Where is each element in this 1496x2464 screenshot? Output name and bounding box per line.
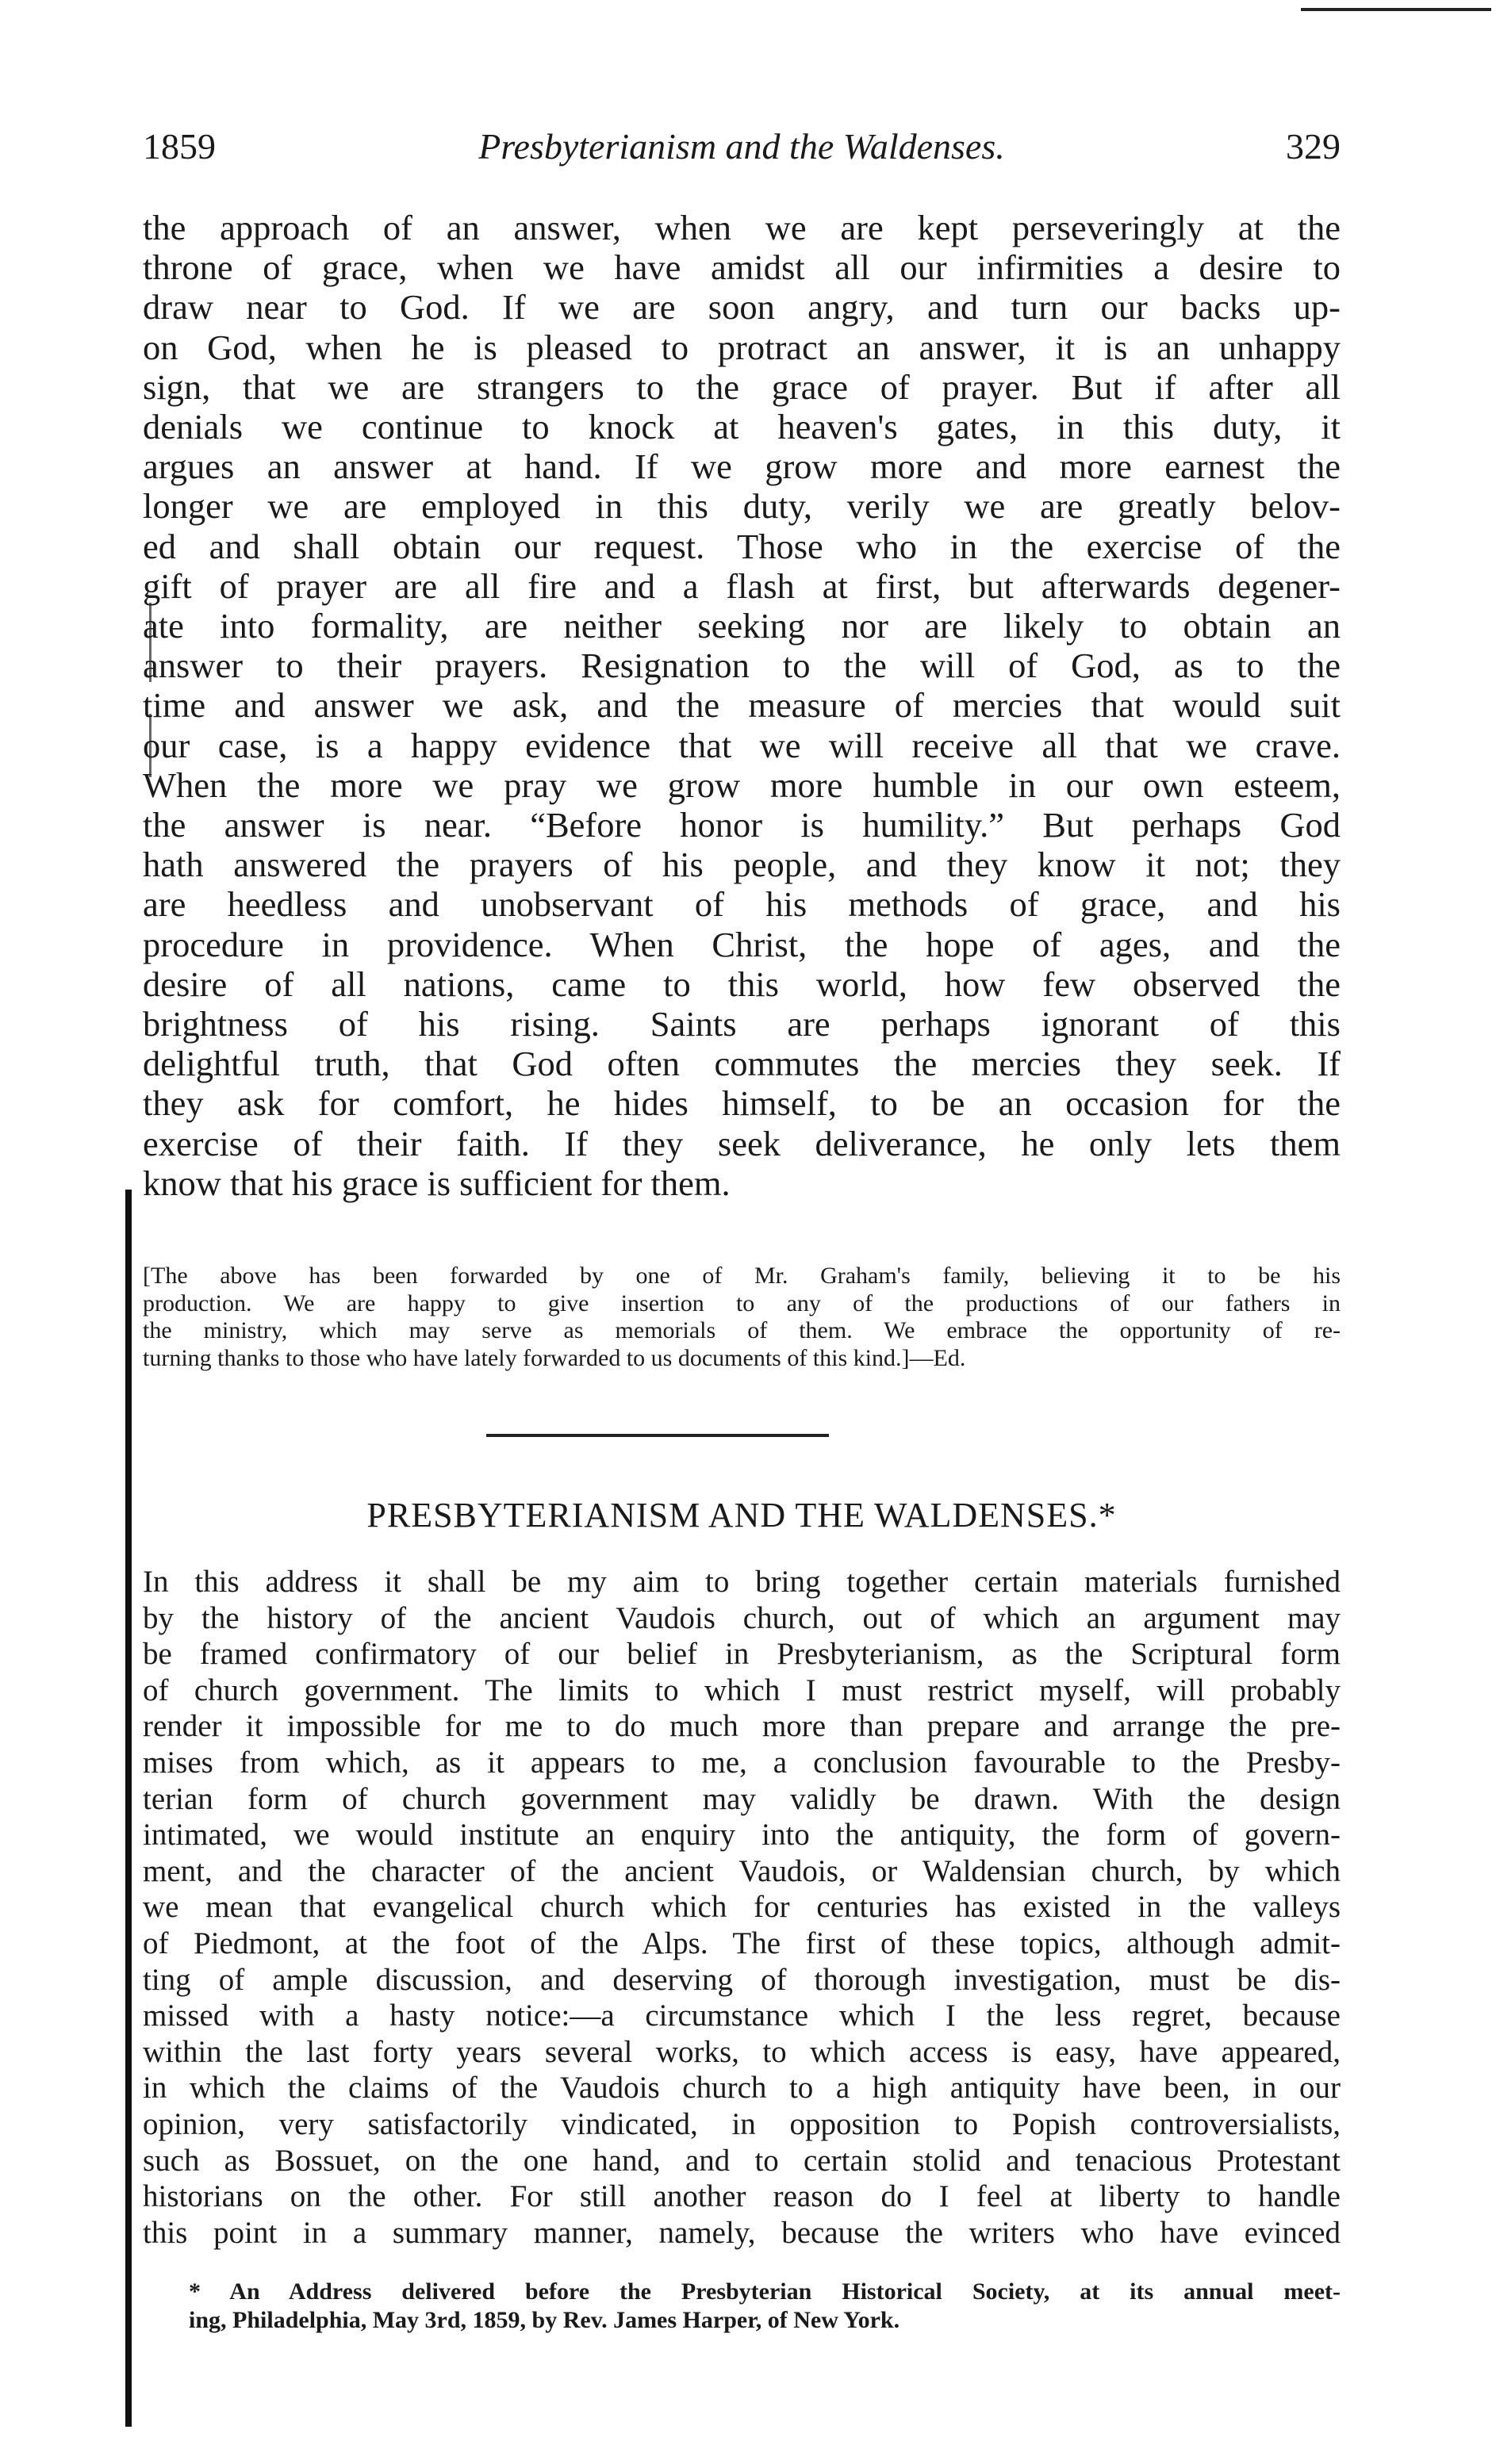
article-text bbox=[143, 1564, 1341, 2251]
text-line: answer to their prayers. Resignation to the will of God, as to the bbox=[143, 646, 1341, 686]
text-line: opinion, very satisfactorily vindicated, in opposition to Popish controversialists, bbox=[143, 2106, 1341, 2141]
text-line: argues an answer at hand. If we grow more and more earnest the bbox=[143, 446, 1341, 487]
text-line: ment, and the character of the ancient Vaudois, or Waldensian church, by which bbox=[143, 1853, 1341, 1888]
top-edge-rule bbox=[1301, 8, 1491, 11]
text-line: production. We are happy to give insertion to any of the productions of our fathers in bbox=[143, 1289, 1341, 1316]
text-line: time and answer we ask, and the measure of mercies that would suit bbox=[143, 685, 1341, 726]
editor-note bbox=[143, 1263, 1341, 1372]
text-line: the ministry, which may serve as memorials of them. We embrace the opportunity of re- bbox=[143, 1317, 1341, 1343]
text-line: our case, is a happy evidence that we will receive all that we crave. bbox=[143, 725, 1341, 765]
text-line: of Piedmont, at the foot of the Alps. The first of these topics, although admit- bbox=[143, 1926, 1341, 1960]
text-line: delightful truth, that God often commutes the mercies they seek. If bbox=[143, 1044, 1341, 1084]
text-line: ate into formality, are neither seeking nor are likely to obtain an bbox=[143, 606, 1341, 646]
text-line: the answer is near. “Before honor is humility.” But perhaps God bbox=[143, 805, 1341, 845]
text-line: gift of prayer are all fire and a flash at first, but afterwards degener- bbox=[143, 565, 1341, 606]
section-divider bbox=[486, 1434, 829, 1437]
text-line: ing, Philadelphia, May 3rd, 1859, by Rev. James Harper, of New York. bbox=[189, 2307, 900, 2333]
article-heading: PRESBYTERIANISM AND THE WALDENSES.* bbox=[366, 1496, 1117, 1535]
sermon-text bbox=[143, 208, 1341, 1203]
text-line: throne of grace, when we have amidst all our infirmities a desire to bbox=[143, 247, 1341, 288]
text-line: When the more we pray we grow more humble in our own esteem, bbox=[143, 764, 1341, 805]
text-line: denials we continue to knock at heaven's gates, in this duty, it bbox=[143, 407, 1341, 447]
text-line: render it impossible for me to do much more than prepare and arrange the pre- bbox=[143, 1709, 1341, 1744]
text-line: In this address it shall be my aim to bring together certain materials furnished bbox=[143, 1565, 1341, 1599]
text-line: this point in a summary manner, namely, because the writers who have evinced bbox=[143, 2215, 1341, 2250]
text-line: know that his grace is sufficient for them. bbox=[143, 1163, 731, 1203]
text-line: sign, that we are strangers to the grace of prayer. But if after all bbox=[143, 366, 1341, 407]
text-line: draw near to God. If we are soon angry, and turn our backs up- bbox=[143, 287, 1341, 328]
header-year: 1859 bbox=[143, 126, 216, 167]
text-line: of church government. The limits to which I must restrict myself, will probably bbox=[143, 1673, 1341, 1707]
text-line: * An Address delivered before the Presbyterian Historical Society, at its annual meet- bbox=[189, 2278, 1341, 2305]
footnote bbox=[189, 2278, 1341, 2335]
text-line: be framed confirmatory of our belief in Presbyterianism, as the Scriptural form bbox=[143, 1637, 1341, 1672]
text-line: on God, when he is pleased to protract an answer, it is an unhappy bbox=[143, 327, 1341, 367]
text-line: missed with a hasty notice:—a circumstance which I the less regret, because bbox=[143, 1998, 1341, 2033]
text-line: historians on the other. For still another reason do I feel at liberty to handle bbox=[143, 2179, 1341, 2214]
binding-shadow bbox=[125, 1190, 132, 2427]
text-line: they ask for comfort, he hides himself, to be an occasion for the bbox=[143, 1083, 1341, 1124]
text-line: such as Bossuet, on the one hand, and to certain stolid and tenacious Protestant bbox=[143, 2143, 1341, 2178]
text-line: ting of ample discussion, and deserving of thorough investigation, must be dis- bbox=[143, 1962, 1341, 1997]
text-line: brightness of his rising. Saints are perhaps ignorant of this bbox=[143, 1004, 1341, 1044]
text-line: within the last forty years several works, to which access is easy, have appeared, bbox=[143, 2034, 1341, 2069]
text-line: desire of all nations, came to this world, how few observed the bbox=[143, 964, 1341, 1004]
text-line: terian form of church government may validly be drawn. With the design bbox=[143, 1781, 1341, 1816]
text-line: are heedless and unobservant of his methods of grace, and his bbox=[143, 884, 1341, 925]
page-number: 329 bbox=[1286, 126, 1341, 167]
text-line: ed and shall obtain our request. Those who in the exercise of the bbox=[143, 526, 1341, 566]
text-line: exercise of their faith. If they seek deliverance, he only lets them bbox=[143, 1123, 1341, 1163]
text-line: hath answered the prayers of his people, and they know it not; they bbox=[143, 845, 1341, 885]
text-line: in which the claims of the Vaudois church to a high antiquity have been, in our bbox=[143, 2071, 1341, 2106]
text-line: [The above has been forwarded by one of Mr. Graham's family, believing it to be his bbox=[143, 1263, 1341, 1289]
text-line: the approach of an answer, when we are kept perseveringly at the bbox=[143, 208, 1341, 247]
text-line: we mean that evangelical church which for centuries has existed in the valleys bbox=[143, 1890, 1341, 1925]
text-line: procedure in providence. When Christ, the hope of ages, and the bbox=[143, 924, 1341, 964]
text-line: longer we are employed in this duty, verily we are greatly belov- bbox=[143, 486, 1341, 527]
running-header bbox=[143, 125, 1341, 173]
header-title: Presbyterianism and the Waldenses. bbox=[478, 126, 1005, 167]
text-line: turning thanks to those who have lately forwarded to us documents of this kind.]—Ed. bbox=[143, 1344, 966, 1371]
text-line: mises from which, as it appears to me, a conclusion favourable to the Presby- bbox=[143, 1745, 1341, 1780]
text-line: intimated, we would institute an enquiry into the antiquity, the form of govern- bbox=[143, 1818, 1341, 1853]
text-line: by the history of the ancient Vaudois church, out of which an argument may bbox=[143, 1600, 1341, 1635]
